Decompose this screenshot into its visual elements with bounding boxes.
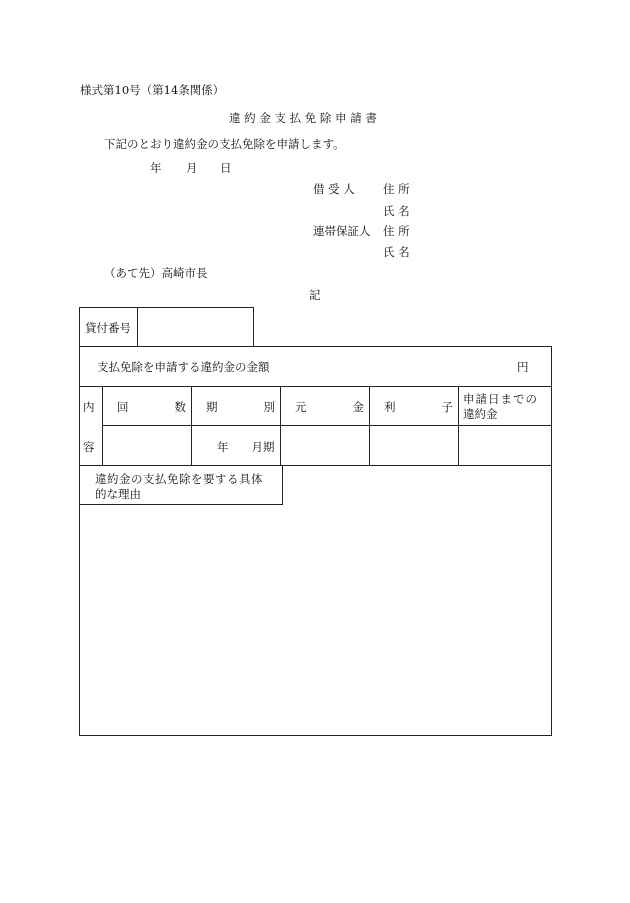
reason-label-line2: 的な理由: [95, 487, 141, 501]
reason-label-right: [282, 465, 283, 504]
header-interest: 利 子: [384, 400, 453, 414]
borrower-name-label: 氏 名: [383, 204, 410, 218]
amount-label: 支払免除を申請する違約金の金額: [97, 360, 270, 374]
ki-mark: 記: [309, 288, 321, 302]
form-number: 様式第10号（第14条関係）: [80, 83, 225, 97]
loan-number-field[interactable]: [138, 308, 253, 346]
document-title: 違 約 金 支 払 免 除 申 請 書: [229, 111, 377, 125]
date-year: 年: [150, 161, 162, 175]
header-times: 回 数: [117, 400, 186, 414]
content-label-bottom: 容: [83, 440, 95, 454]
reason-field[interactable]: [80, 506, 550, 734]
header-row-bottom: [102, 425, 552, 426]
guarantor-name-label: 氏 名: [383, 245, 410, 259]
yen-unit: 円: [517, 360, 529, 374]
amount-row-bottom: [79, 386, 552, 387]
reason-label-bottom: [79, 504, 283, 505]
addressee: （あて先）高崎市長: [104, 266, 208, 280]
intro-text: 下記のとおり違約金の支払免除を申請します。: [104, 137, 345, 151]
loan-number-label: 貸付番号: [85, 321, 131, 335]
borrower-label: 借 受 人: [313, 182, 355, 196]
date-month: 月: [186, 161, 198, 175]
header-principal: 元 金: [295, 400, 364, 414]
reason-label-line1: 違約金の支払免除を要する具体: [95, 472, 263, 486]
header-penalty-line1: 申請日までの: [463, 392, 538, 406]
header-period: 期 別: [206, 400, 275, 414]
content-label-top: 内: [83, 400, 95, 414]
period-value: 年 月期: [217, 440, 275, 454]
col-divider-1: [102, 386, 103, 465]
guarantor-address-label: 住 所: [383, 224, 410, 238]
col-divider-4: [369, 386, 370, 465]
guarantor-label: 連帯保証人: [313, 224, 371, 238]
col-divider-2: [191, 386, 192, 465]
col-divider-5: [458, 386, 459, 465]
content-row-bottom: [79, 465, 552, 466]
date-day: 日: [220, 161, 232, 175]
col-divider-3: [280, 386, 281, 465]
borrower-address-label: 住 所: [383, 182, 410, 196]
header-penalty-line2: 違約金: [463, 407, 498, 421]
